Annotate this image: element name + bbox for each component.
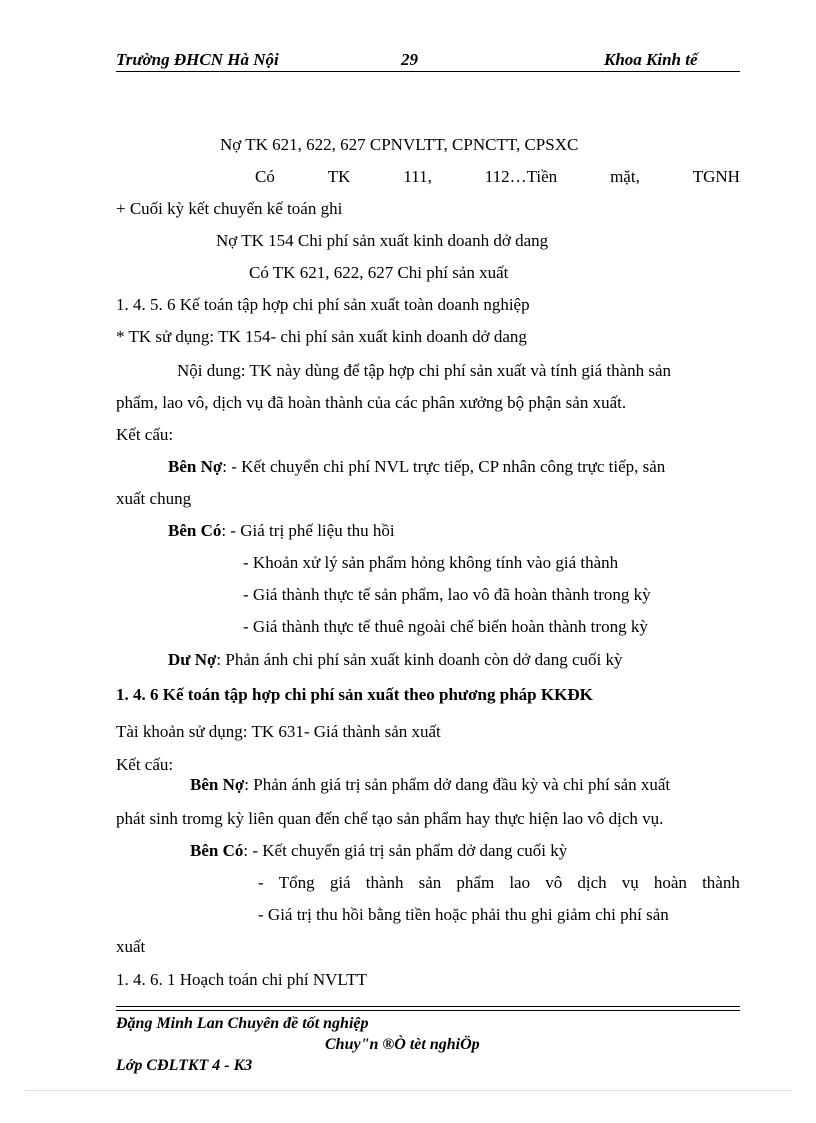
section-heading-1461: 1. 4. 6. 1 Hoạch toán chi phí NVLTT	[116, 970, 368, 989]
word: thành	[702, 873, 740, 892]
word: mặt,	[610, 167, 640, 186]
list-item: - Khoản xử lý sản phẩm hỏng không tính vào giá thành	[243, 553, 619, 572]
du-no-line	[168, 650, 622, 670]
paragraph-line: xuất chung	[116, 489, 192, 508]
word: giá	[329, 873, 351, 892]
page-edge-divider	[25, 1090, 791, 1091]
section-heading-146: 1. 4. 6 Kế toán tập hợp chi phí sản xuất theo phương pháp KKĐK	[116, 685, 593, 704]
word: thành	[365, 873, 404, 892]
paragraph-line: Kết cấu:	[116, 755, 174, 774]
footer-rule-top	[116, 1006, 740, 1007]
list-item: - Giá thành thực tế sản phẩm, lao vô đã hoàn thành trong kỳ	[243, 585, 651, 604]
word: 111,	[403, 167, 432, 186]
word: -	[258, 873, 264, 892]
paragraph-line: Tài khoản sử dụng: TK 631- Giá thành sản xuất	[116, 722, 441, 741]
du-no-text: : Phản ánh chi phí sản xuất kinh doanh còn dở dang cuối kỳ	[216, 650, 623, 669]
footer-class: Lớp CĐLTKT 4 - K3	[116, 1057, 253, 1074]
du-no-label: Dư Nợ	[168, 650, 217, 669]
word: TGNH	[692, 167, 740, 186]
header-faculty: Khoa Kinh tế	[604, 50, 698, 69]
word: lao	[509, 873, 531, 892]
ben-co-label: Bên Có	[190, 841, 244, 860]
word: Tổng	[278, 873, 315, 892]
ben-no-label: Bên Nợ	[168, 457, 223, 476]
header-page-number: 29	[401, 50, 418, 69]
ben-no-text: : Phản ánh giá trị sản phẩm dở dang đầu kỳ và chi phí sản xuất	[244, 775, 671, 794]
ben-no-text: : - Kết chuyển chi phí NVL trực tiếp, CP nhân công trực tiếp, sản	[222, 457, 666, 476]
paragraph-line: * TK sử dụng: TK 154- chi phí sản xuất kinh doanh dở dang	[116, 327, 527, 346]
paragraph-line: Kết cấu:	[116, 425, 174, 444]
entry-credit-621: Có TK 621, 622, 627 Chi phí sản xuất	[249, 263, 509, 282]
entry-credit-111	[255, 167, 740, 187]
header-school: Trường ĐHCN Hà Nội	[116, 50, 279, 69]
word: Có	[255, 167, 275, 186]
word: 112…Tiền	[484, 167, 558, 186]
entry-debit-154: Nợ TK 154 Chi phí sản xuất kinh doanh dở dang	[216, 231, 549, 250]
paragraph-line: phẩm, lao vô, dịch vụ đã hoàn thành của các phân xưởng bộ phận sản xuất.	[116, 393, 627, 412]
word: dịch	[577, 873, 607, 892]
footer-garbled-title: Chuy"n ®Ò tèt nghiÖp	[325, 1036, 480, 1053]
list-item: - Giá trị thu hồi bằng tiền hoặc phải thu ghi giảm chi phí sản	[258, 905, 669, 924]
list-item: - Giá thành thực tế thuê ngoài chế biến hoàn thành trong kỳ	[243, 617, 648, 636]
word: vô	[545, 873, 563, 892]
ben-no-label: Bên Nợ	[190, 775, 245, 794]
ben-co-text: : - Giá trị phế liệu thu hồi	[221, 521, 395, 540]
word: hoàn	[653, 873, 687, 892]
ben-co-label: Bên Có	[168, 521, 222, 540]
word: vụ	[621, 873, 639, 892]
list-item-justified	[258, 873, 740, 893]
paragraph-line: Nội dung: TK này dùng để tập hợp chi phí sản xuất và tính giá thành sản	[177, 361, 672, 380]
footer-author: Đặng Minh Lan Chuyên đề tốt nghiệp	[116, 1015, 369, 1032]
paragraph-line: xuất	[116, 937, 146, 956]
header-rule	[116, 71, 740, 72]
ben-co-text: : - Kết chuyển giá trị sản phẩm dở dang cuối kỳ	[243, 841, 568, 860]
section-heading-1456: 1. 4. 5. 6 Kế toán tập hợp chi phí sản xuất toàn doanh nghiệp	[116, 295, 530, 314]
ben-co-line-2	[190, 841, 567, 861]
entry-debit-621: Nợ TK 621, 622, 627 CPNVLTT, CPNCTT, CPSXC	[220, 135, 579, 154]
ben-no-line-2	[190, 775, 670, 795]
paragraph-line: phát sinh tromg kỳ liên quan đến chế tạo sản phẩm hay thực hiện lao vô dịch vụ.	[116, 809, 664, 828]
footer-rule-bottom	[116, 1010, 740, 1011]
paragraph-line: + Cuối kỳ kết chuyển kế toán ghi	[116, 199, 343, 218]
ben-no-line	[168, 457, 665, 477]
word: phẩm	[456, 873, 495, 892]
ben-co-line	[168, 521, 395, 541]
word: sản	[418, 873, 442, 892]
word: TK	[327, 167, 351, 186]
